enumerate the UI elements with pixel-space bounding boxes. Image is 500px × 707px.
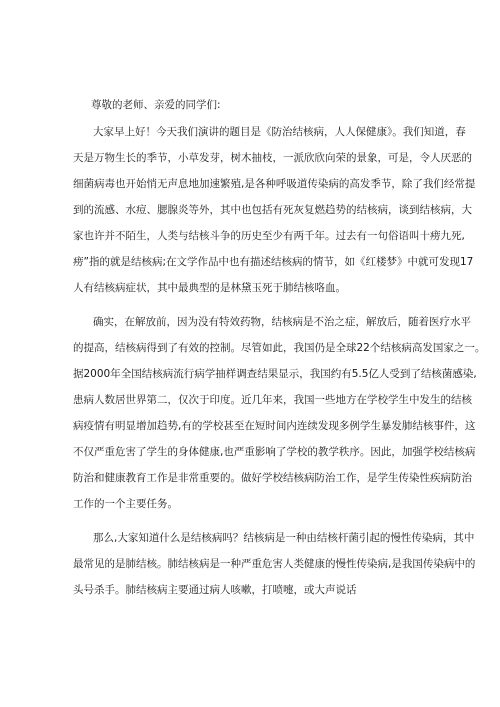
paragraph-line: 不仅严重危害了学生的身体健康,也严重影响了学校的教学秩序。因此，加强学校结核病 [73, 446, 476, 458]
paragraph-line: 人有结核病症状，其中最典型的是林黛玉死于肺结核咯血。 [73, 282, 346, 294]
paragraph-line: 的提高，结核病得到了有效的控制。尽管如此，我国仍是全球22个结核病高发国家之一。 [73, 342, 486, 354]
paragraph-line: 大家早上好！今天我们演讲的题目是《防治结核病，人人保健康》。我们知道，春 [93, 126, 466, 138]
paragraph-line: 痨”指的就是结核病;在文学作品中也有描述结核病的情节，如《红楼梦》中就可发现17 [73, 256, 474, 268]
document-page [73, 98, 486, 603]
paragraph-line: 那么,大家知道什么是结核病吗？结核病是一种由结核杆菌引起的慢性传染病，其中 [93, 532, 475, 544]
paragraph-line: 病疫情有明显增加趋势,有的学校甚至在短时间内连续发现多例学生暴发肺结核事件，这 [73, 420, 476, 432]
paragraph-2 [73, 309, 486, 517]
paragraph-line: 头号杀手。肺结核病主要通过病人咳嗽，打喷嚏，或大声说话 [73, 584, 357, 596]
paragraph-line: 到的流感、水痘、腮腺炎等外，其中也包括有死灰复燃趋势的结核病，谈到结核病，大 [73, 204, 472, 216]
paragraph-line: 防治和健康教育工作是非常重要的。做好学校结核病防治工作，是学生传染性疾病防治 [73, 472, 472, 484]
paragraph-line: 天是万物生长的季节，小草发芽，树木抽枝，一派欣欣向荣的景象，可是，令人厌恶的 [73, 152, 472, 164]
paragraph-line: 最常见的是肺结核。肺结核病是一种严重危害人类健康的慢性传染病,是我国传染病中的 [73, 558, 476, 570]
paragraph-line: 据2000年全国结核病流行病学抽样调查结果显示，我国约有5.5亿人受到了结核菌感染, [73, 368, 477, 380]
paragraph-line: 确实，在解放前，因为没有特效药物，结核病是不治之症，解放后，随着医疗水平 [93, 316, 471, 328]
paragraph-line: 细菌病毒也开始悄无声息地加速繁殖,是各种呼吸道传染病的高发季节，除了我们经常提 [73, 178, 476, 190]
paragraph-line: 患病人数居世界第二，仅次于印度。近几年来，我国一些地方在学校学生中发生的结核 [73, 394, 472, 406]
salutation: 尊敬的老师、亲爱的同学们: [91, 99, 221, 111]
paragraph-line: 家也许并不陌生，人类与结核斗争的历史至少有两千年。过去有一句俗语叫十痨九死, [73, 230, 465, 242]
paragraph-line: 工作的一个主要任务。 [73, 498, 178, 510]
paragraph-1 [73, 119, 476, 301]
paragraph-3 [73, 525, 476, 603]
